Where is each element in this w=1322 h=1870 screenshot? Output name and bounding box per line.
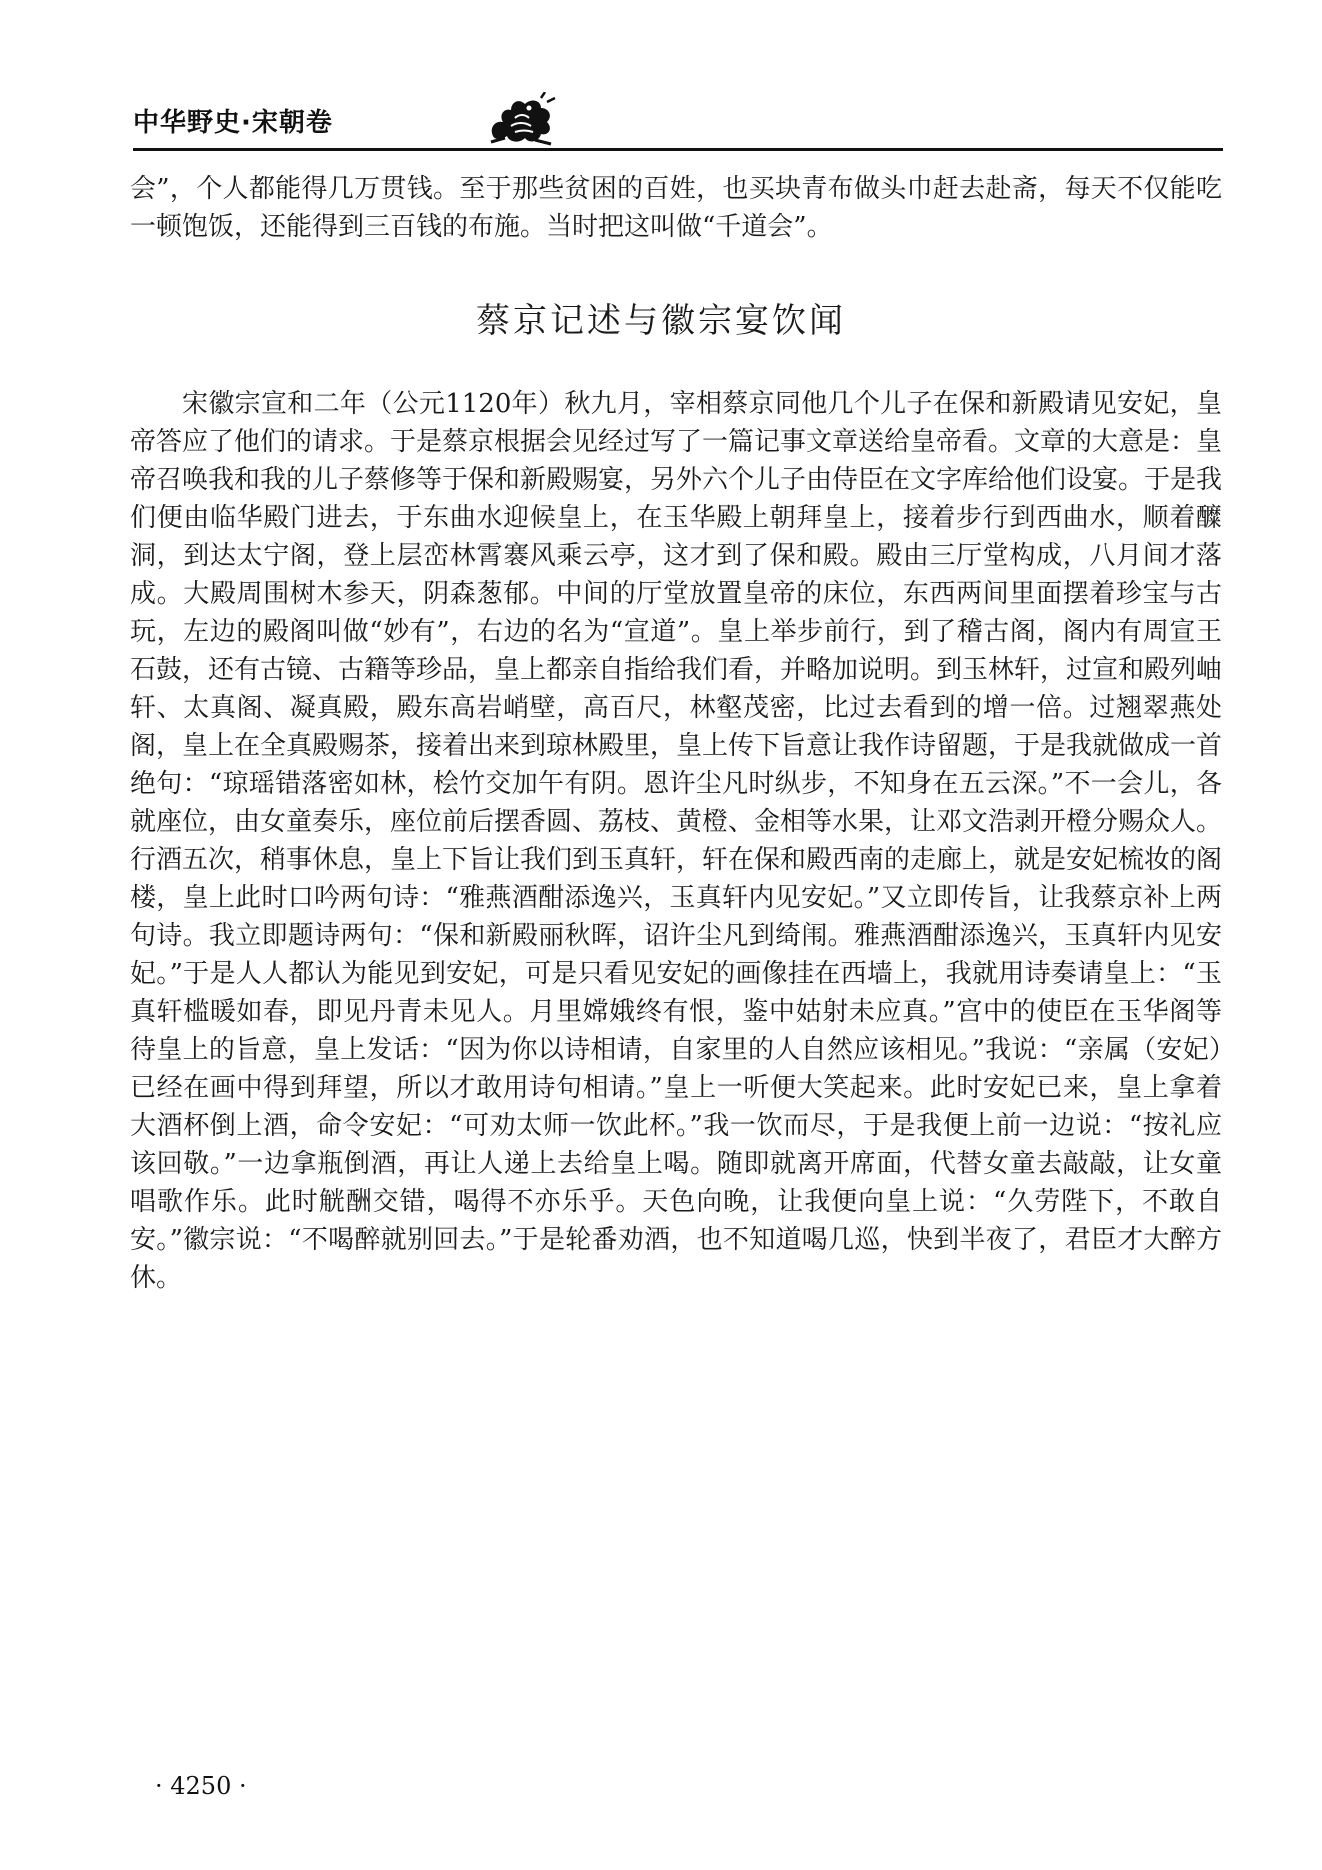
series-title: 中华野史·宋朝卷 (133, 108, 333, 138)
section-body (130, 385, 1222, 1297)
body-paragraph: 宋徽宗宣和二年（公元1120年）秋九月，宰相蔡京同他几个儿子在保和新殿请见安妃，皇帝答应了他们的请求。于是蔡京根据会见经过写了一篇记事文章送给皇帝看。文章的大意是：皇帝召唤我和我的儿子蔡修等于保和新殿赐宴，另外六个儿子由侍臣在文字库给他们设宴。于是我们便由临华殿门进去，于东曲水迎候皇上，在玉华殿上朝拜皇上，接着步行到西曲水，顺着醾洞，到达太宁阁，登上层峦林霄褰风乘云亭，这才到了保和殿。殿由三厅堂构成，八月间才落成。大殿周围树木参天，阴森葱郁。中间的厅堂放置皇帝的床位，东西两间里面摆着珍宝与古玩，左边的殿阁叫做“妙有”，右边的名为“宣道”。皇上举步前行，到了稽古阁，阁内有周宣王石鼓，还有古镜、古籍等珍品，皇上都亲自指给我们看，并略加说明。到玉林轩，过宣和殿列岫轩、太真阁、凝真殿，殿东高岩峭壁，高百尺，林壑茂密，比过去看到的增一倍。过翘翠燕处阁，皇上在全真殿赐茶，接着出来到琼林殿里，皇上传下旨意让我作诗留题，于是我就做成一首绝句：“琼瑶错落密如林，桧竹交加午有阴。恩许尘凡时纵步，不知身在五云深。”不一会儿，各就座位，由女童奏乐，座位前后摆香圆、荔枝、黄橙、金相等水果，让邓文浩剥开橙分赐众人。行酒五次，稍事休息，皇上下旨让我们到玉真轩，轩在保和殿西南的走廊上，就是安妃梳妆的阁楼，皇上此时口吟两句诗：“雅燕酒酣添逸兴，玉真轩内见安妃。”又立即传旨，让我蔡京补上两句诗。我立即题诗两句：“保和新殿丽秋晖，诏许尘凡到绮闱。雅燕酒酣添逸兴，玉真轩内见安妃。”于是人人都认为能见到安妃，可是只看见安妃的画像挂在西墙上，我就用诗奏请皇上：“玉真轩槛暖如春，即见丹青未见人。月里嫦娥终有恨，鉴中姑射未应真。”宫中的使臣在玉华阁等待皇上的旨意，皇上发话：“因为你以诗相请，自家里的人自然应该相见。”我说：“亲属（安妃）已经在画中得到拜望，所以才敢用诗句相请。”皇上一听便大笑起来。此时安妃已来，皇上拿着大酒杯倒上酒，命令安妃：“可劝太师一饮此杯。”我一饮而尽，于是我便上前一边说：“按礼应该回敬。”一边拿瓶倒酒，再让人递上去给皇上喝。随即就离开席面，代替女童去敲敲，让女童唱歌作乐。此时觥酬交错，喝得不亦乐乎。天色向晚，让我便向皇上说：“久劳陛下，不敢自安。”徽宗说：“不喝醉就别回去。”于是轮番劝酒，也不知道喝几巡，快到半夜了，君臣才大醉方休。 (130, 389, 1223, 1293)
running-header (133, 92, 1223, 152)
page-number: · 4250 · (155, 1772, 247, 1800)
dragon-icon (485, 92, 557, 148)
continuation-paragraph (130, 170, 1222, 246)
header-rule (133, 148, 1223, 151)
continuation-text: 会”，个人都能得几万贯钱。至于那些贫困的百姓，也买块青布做头巾赶去赴斋，每天不仅能吃一顿饱饭，还能得到三百钱的布施。当时把这叫做“千道会”。 (130, 174, 1222, 242)
section-title: 蔡京记述与徽宗宴饮闻 (476, 301, 846, 341)
